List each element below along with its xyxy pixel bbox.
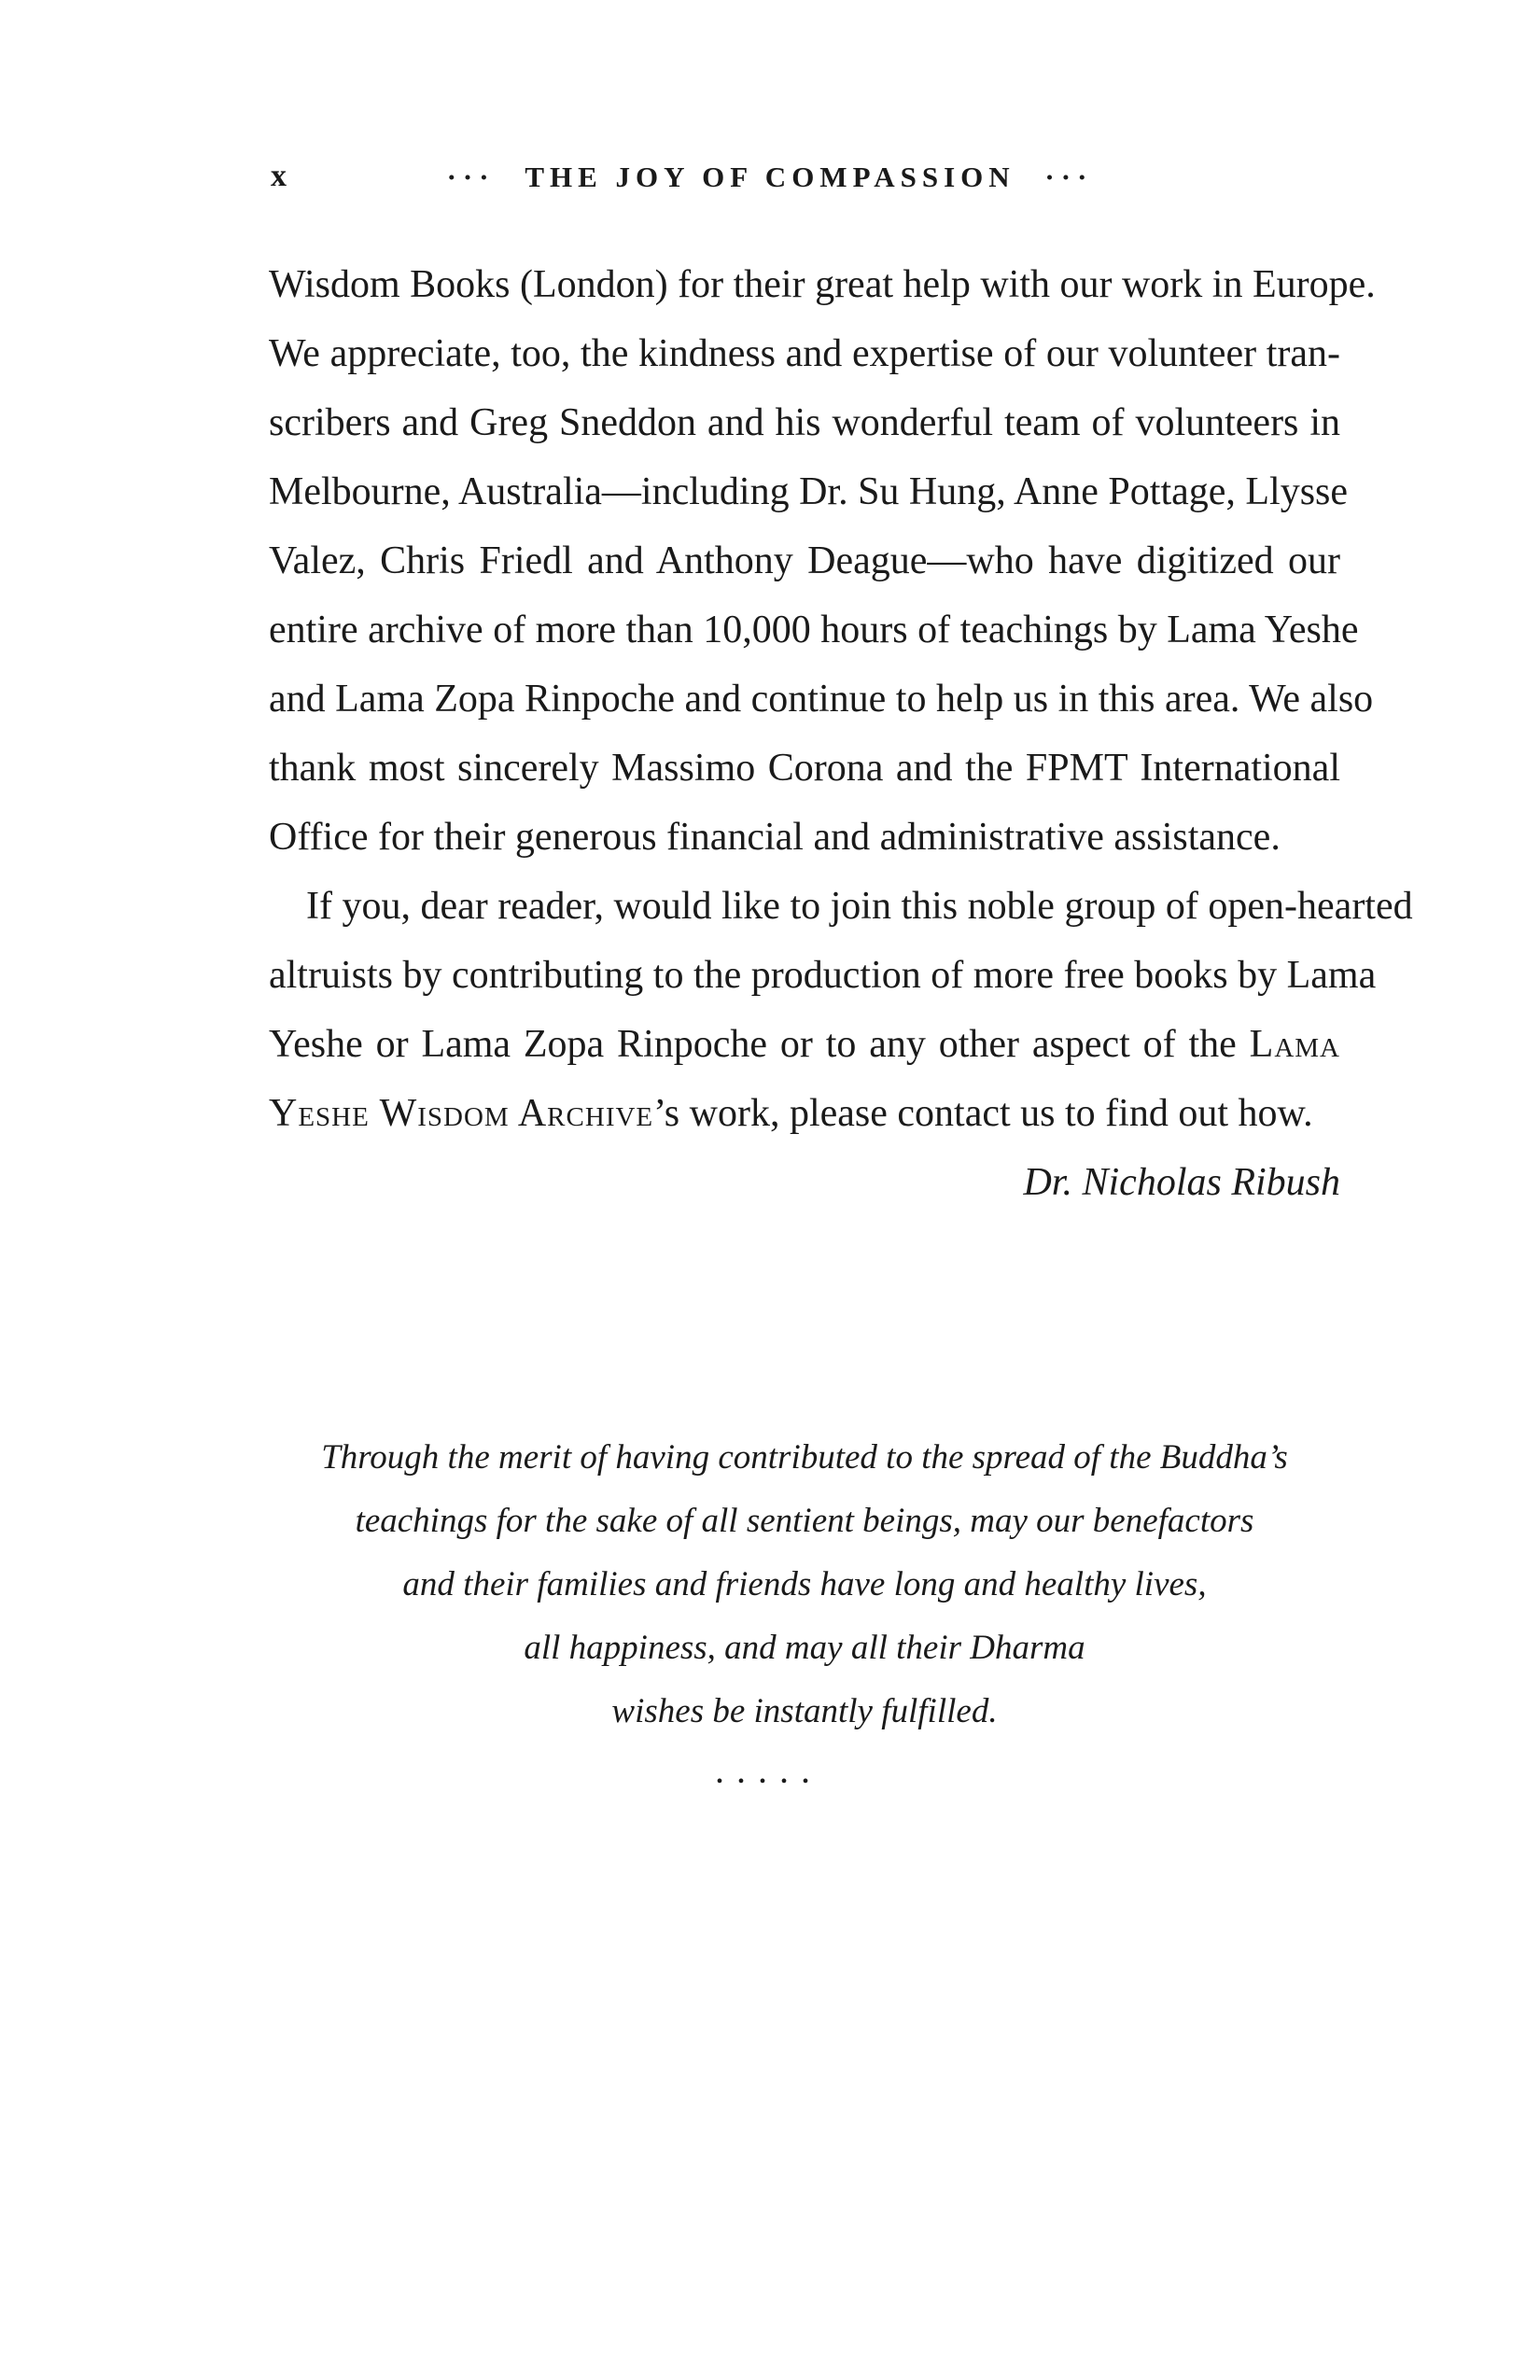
paragraph-2-line: altruists by contributing to the production of more free books by Lama <box>269 954 1377 997</box>
paragraph-2-line: If you, dear reader, would like to join this noble group of open-hearted <box>306 885 1413 928</box>
paragraph-1-line: scribers and Greg Sneddon and his wonderful team of volunteers in <box>269 401 1340 444</box>
paragraph-1-line: Melbourne, Australia—including Dr. Su Hung, Anne Pottage, Llysse <box>269 470 1349 513</box>
paragraph-2-line-4 <box>269 1079 1340 1148</box>
paragraph-1-line: We appreciate, too, the kindness and expertise of our volunteer tran- <box>269 332 1340 375</box>
ornament-divider: ••••• <box>716 1771 824 1792</box>
paragraph-2-line-3 <box>269 1010 1340 1079</box>
running-header <box>0 161 1540 194</box>
dedication-line: all happiness, and may all their Dharma <box>524 1629 1085 1667</box>
dedication-line: teachings for the sake of all sentient beings, may our benefactors <box>355 1502 1254 1540</box>
paragraph-1-line: Valez, Chris Friedl and Anthony Deague—who have digitized our <box>269 539 1340 582</box>
header-title: THE JOY OF COMPASSION <box>525 161 1015 193</box>
paragraph-1-line: Office for their generous financial and administrative assistance. <box>269 816 1281 859</box>
body-text <box>269 250 1413 1217</box>
paragraph-1-line: entire archive of more than 10,000 hours of teachings by Lama Yeshe <box>269 609 1359 651</box>
paragraph-1-line: thank most sincerely Massimo Corona and the FPMT International <box>269 747 1340 790</box>
signature: Dr. Nicholas Ribush <box>1023 1161 1340 1204</box>
dedication-line: and their families and friends have long and healthy lives, <box>402 1565 1207 1603</box>
paragraph-2-line-3-text: Yeshe or Lama Zopa Rinpoche or to any other aspect of the <box>269 1023 1237 1066</box>
header-dots-left: ··· <box>446 161 496 193</box>
archive-name-part-2: Yeshe Wisdom Archive <box>269 1092 654 1135</box>
paragraph-1-line: and Lama Zopa Rinpoche and continue to help us in this area. We also <box>269 678 1374 721</box>
dedication-line: Through the merit of having contributed to the spread of the Buddha’s <box>321 1438 1288 1477</box>
dedication-line: wishes be instantly fulfilled. <box>611 1692 998 1730</box>
page-number: x <box>271 159 287 193</box>
header-dots-right: ··· <box>1044 161 1094 193</box>
archive-name-part-1: Lama <box>1249 1023 1340 1066</box>
paragraph-1-line: Wisdom Books (London) for their great help with our work in Europe. <box>269 263 1376 306</box>
dedication <box>269 1426 1340 1743</box>
paragraph-2-line-4-text: ’s work, please contact us to find out how. <box>653 1092 1313 1135</box>
